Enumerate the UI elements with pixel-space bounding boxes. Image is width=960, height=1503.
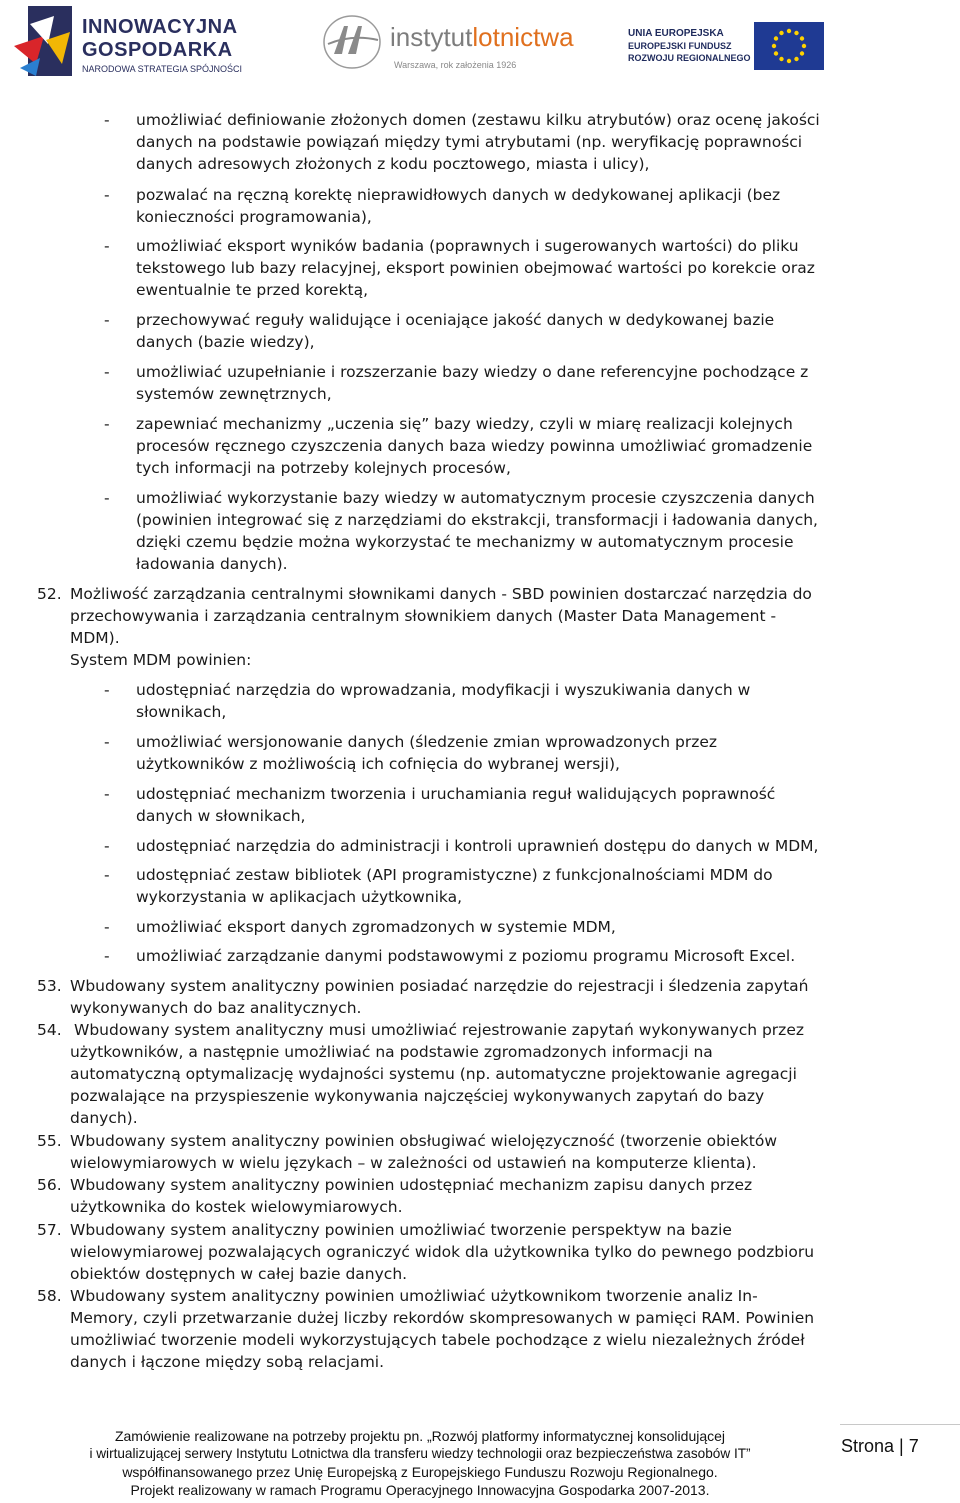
- text-line: systemów zewnętrznych,: [136, 385, 332, 403]
- page-number: Strona | 7: [841, 1436, 919, 1456]
- text-line: Wbudowany system analityczny musi umożliwiać rejestrowanie zapytań wykonywanych przez: [74, 1021, 804, 1039]
- text-line: umożliwiać wykorzystanie bazy wiedzy w automatycznym procesie czyszczenia danych: [136, 489, 815, 507]
- footer-line: i wirtualizującej serwery Instytutu Lotnictwa dla transferu wiedzy technologii oraz bezpieczeństwa zasobów IT”: [89, 1446, 751, 1461]
- bullet-dash: -: [104, 785, 110, 803]
- text-line: wielowymiarowej pozwalających ograniczyć widok dla użytkownika tylko do pewnego podzbioru: [70, 1243, 815, 1261]
- text-line: przechowywania i zarządzania centralnym słownikiem danych (Master Data Management -: [70, 607, 777, 625]
- text-line: ładowania danych).: [136, 555, 288, 573]
- text-line: przechowywać reguły walidujące i oceniające jakość danych w dedykowanej bazie: [136, 311, 775, 329]
- text-line: procesów ręcznego czyszczenia danych baza wiedzy powinna umożliwiać gromadzenie: [136, 437, 813, 455]
- text-line: Wbudowany system analityczny powinien udostępniać mechanizm zapisu danych przez: [70, 1176, 753, 1194]
- text-line: użytkowników, a następnie umożliwiać na podstawie zgromadzonych informacji na: [70, 1043, 713, 1061]
- text-line: tych informacji na potrzeby kolejnych procesów,: [136, 459, 511, 477]
- instytut-lotnictwa-emblem-icon: [322, 14, 382, 70]
- text-line: danych adresowych złożonych z kodu pocztowego, miasta i ulicy),: [136, 155, 650, 173]
- text-line: System MDM powinien:: [70, 651, 252, 669]
- text-line: umożliwiać eksport danych zgromadzonych w systemie MDM,: [136, 918, 616, 936]
- bullet-dash: -: [104, 947, 110, 965]
- eu-star: [802, 44, 806, 48]
- text-line: użytkowników z możliwością ich cofnięcia do wybranej wersji),: [136, 755, 620, 773]
- ilot-name-part1: instytut: [390, 22, 473, 52]
- text-line: umożliwiać zarządzanie danymi podstawowymi z poziomu programu Microsoft Excel.: [136, 947, 796, 965]
- eu-star: [800, 51, 804, 55]
- text-line: danych i łączone między sobą relacjami.: [70, 1353, 385, 1371]
- text-line: obiektów dostępnych w całej bazie danych.: [70, 1265, 408, 1283]
- text-line: danych w słownikach,: [136, 807, 306, 825]
- item-number: 56.: [37, 1176, 62, 1194]
- text-line: pozwalające na przyspieszenie wykonywania najczęściej wykonywanych zapytań do bazy: [70, 1087, 765, 1105]
- eu-star: [787, 59, 791, 63]
- text-line: MDM).: [70, 629, 120, 647]
- footer-line: współfinansowanego przez Unię Europejską z Europejskiego Funduszu Rozwoju Regionalnego.: [122, 1464, 718, 1480]
- eu-star: [772, 44, 776, 48]
- instytut-lotnictwa-tagline: Warszawa, rok założenia 1926: [394, 60, 517, 70]
- bullet-dash: -: [104, 415, 110, 433]
- eu-fund-logo: [628, 22, 828, 74]
- text-line: udostępniać narzędzia do administracji i kontroli uprawnień dostępu do danych w MDM,: [136, 837, 819, 855]
- bullet-dash: -: [104, 363, 110, 381]
- text-line: udostępniać narzędzia do wprowadzania, modyfikacji i wyszukiwania danych w: [136, 681, 751, 699]
- item-number: 52.: [37, 585, 62, 603]
- text-line: Możliwość zarządzania centralnymi słownikami danych - SBD powinien dostarczać narzędzia do: [70, 585, 812, 603]
- item-number: 57.: [37, 1221, 62, 1239]
- eu-title: UNIA EUROPEJSKA: [628, 28, 724, 39]
- bullet-dash: -: [104, 111, 110, 129]
- bullet-dash: -: [104, 489, 110, 507]
- eu-fund-line1: EUROPEJSKI FUNDUSZ: [628, 41, 732, 51]
- ig-title-line1: INNOWACYJNA: [82, 16, 238, 38]
- ig-star-icon: [14, 6, 78, 78]
- text-line: Wbudowany system analityczny powinien posiadać narzędzie do rejestracji i śledzenia zapytań: [70, 977, 809, 995]
- eu-star: [779, 31, 783, 35]
- bullet-dash: -: [104, 918, 110, 936]
- eu-star: [774, 36, 778, 40]
- bullet-dash: -: [104, 733, 110, 751]
- text-line: wykonywanych do baz analitycznych.: [70, 999, 362, 1017]
- eu-flag-icon: [754, 22, 824, 70]
- ig-title-line2: GOSPODARKA: [82, 39, 233, 61]
- eu-star: [787, 29, 791, 33]
- bullet-dash: -: [104, 837, 110, 855]
- text-line: zapewniać mechanizmy „uczenia się” bazy wiedzy, czyli w miarę realizacji kolejnych: [136, 415, 793, 433]
- bullet-dash: -: [104, 866, 110, 884]
- eu-star: [800, 36, 804, 40]
- eu-fund-line2: ROZWOJU REGIONALNEGO: [628, 53, 751, 63]
- footer-line: Zamówienie realizowane na potrzeby projektu pn. „Rozwój platformy informatycznej konsolidującej: [114, 1428, 726, 1444]
- text-line: Wbudowany system analityczny powinien obsługiwać wielojęzyczność (tworzenie obiektów: [70, 1132, 778, 1150]
- eu-star: [779, 57, 783, 61]
- text-line: udostępniać mechanizm tworzenia i uruchamiania reguł walidujących poprawność: [136, 785, 776, 803]
- item-number: 58.: [37, 1287, 62, 1305]
- text-line: danych).: [70, 1109, 138, 1127]
- page-footer: [0, 1422, 960, 1503]
- text-line: wykorzystania w aplikacjach użytkownika,: [136, 888, 463, 906]
- text-line: konieczności programowania),: [136, 208, 372, 226]
- bullet-dash: -: [104, 186, 110, 204]
- footer-line: Projekt realizowany w ramach Programu Operacyjnego Innowacyjna Gospodarka 2007-2013.: [130, 1482, 710, 1498]
- item-number: 55.: [37, 1132, 62, 1150]
- bullet-dash: -: [104, 311, 110, 329]
- innowacyjna-gospodarka-logo: [14, 6, 254, 78]
- text-line: danych na podstawie powiązań między tymi atrybutami (np. weryfikację poprawności: [136, 133, 803, 151]
- instytut-lotnictwa-logo: [322, 6, 592, 78]
- text-line: umożliwiać tworzenie modeli wykorzystujących tabele pochodzące z wielu niezależnych źródeł: [70, 1331, 805, 1349]
- item-number: 54.: [37, 1021, 62, 1039]
- item-number: 53.: [37, 977, 62, 995]
- text-line: użytkownika do kostek wielowymiarowych.: [70, 1198, 403, 1216]
- text-line: umożliwiać uzupełnianie i rozszerzanie bazy wiedzy o dane referencyjne pochodzące z: [136, 363, 809, 381]
- text-line: umożliwiać wersjonowanie danych (śledzenie zmian wprowadzonych przez: [136, 733, 718, 751]
- text-line: słownikach,: [136, 703, 227, 721]
- text-line: Memory, czyli przetwarzanie dużej liczby rekordów skompresowanych w pamięci RAM. Powinien: [70, 1309, 815, 1327]
- text-line: udostępniać zestaw bibliotek (API programistyczne) z funkcjonalnościami MDM do: [136, 866, 773, 884]
- text-line: danych (bazie wiedzy),: [136, 333, 315, 351]
- text-line: pozwalać na ręczną korektę nieprawidłowych danych w dedykowanej aplikacji (bez: [136, 186, 781, 204]
- text-line: Wbudowany system analityczny powinien umożliwiać użytkownikom tworzenie analiz In-: [70, 1287, 758, 1305]
- instytut-lotnictwa-name: [390, 22, 574, 53]
- text-line: dzięki czemu będzie można wykorzystać te mechanizmy w automatycznym procesie: [136, 533, 794, 551]
- eu-star: [794, 57, 798, 61]
- bullet-dash: -: [104, 681, 110, 699]
- page-header: [0, 0, 960, 90]
- eu-star: [774, 51, 778, 55]
- text-line: Wbudowany system analityczny powinien umożliwiać tworzenie perspektyw na bazie: [70, 1221, 732, 1239]
- eu-star: [794, 31, 798, 35]
- ilot-name-part2: lotnictwa: [472, 22, 574, 52]
- text-line: umożliwiać definiowanie złożonych domen (zestawu kilku atrybutów) oraz ocenę jakości: [136, 111, 820, 129]
- text-line: wielowymiarowych w wielu językach – w zależności od ustawień na komputerze klienta).: [70, 1154, 757, 1172]
- footer-divider: [840, 1424, 960, 1425]
- text-line: (powinien integrować się z narzędziami do ekstrakcji, transformacji i ładowania danych,: [136, 511, 818, 529]
- text-line: automatyczną optymalizację wydajności systemu (np. automatyczne projektowanie agregacji: [70, 1065, 797, 1083]
- ig-subtitle: NARODOWA STRATEGIA SPÓJNOŚCI: [82, 64, 243, 74]
- text-line: ewentualnie te przed korektą,: [136, 281, 369, 299]
- bullet-dash: -: [104, 237, 110, 255]
- text-line: tekstowego lub bazy relacyjnej, eksport powinien obejmować wartości po korekcie oraz: [136, 259, 815, 277]
- text-line: umożliwiać eksport wyników badania (poprawnych i sugerowanych wartości) do pliku: [136, 237, 799, 255]
